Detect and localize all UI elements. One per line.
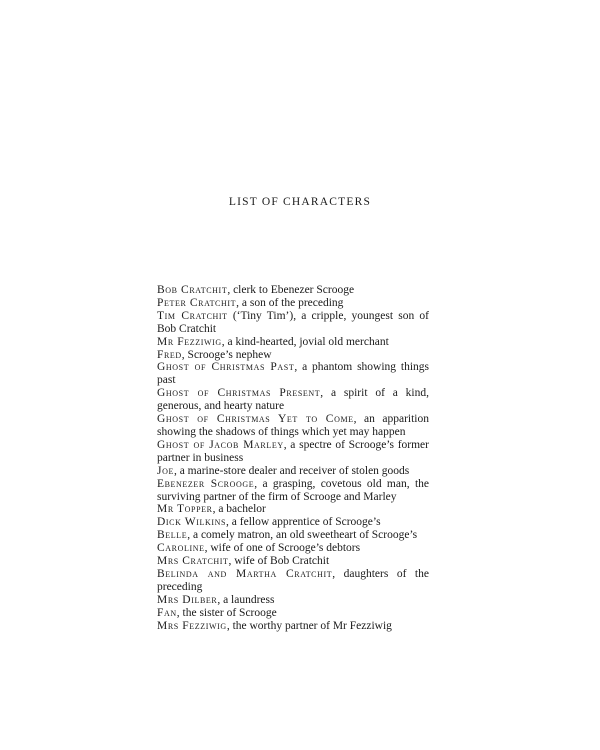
list-item — [157, 607, 429, 620]
character-name: Bob Cratchit — [157, 284, 228, 296]
character-description: , daughters of the preceding — [157, 567, 429, 593]
character-description: , a spectre of Scrooge’s former partner in business — [157, 438, 429, 464]
list-item — [157, 568, 429, 594]
character-name: Joe — [157, 464, 174, 477]
list-item — [157, 555, 429, 568]
character-list — [157, 284, 429, 632]
character-description: , an apparition showing the shadows of things which yet may happen — [157, 413, 429, 438]
list-item — [157, 465, 429, 478]
list-item — [157, 284, 429, 297]
character-description: , a phantom showing things past — [157, 361, 429, 387]
character-description: , the worthy partner of Mr Fezziwig — [226, 619, 392, 632]
character-name: Ebenezer Scrooge — [157, 477, 255, 490]
character-description: , a grasping, covetous old man, the surviving partner of the firm of Scrooge and Marley — [157, 477, 429, 503]
character-name: Peter Cratchit — [157, 296, 237, 309]
list-item — [157, 439, 429, 465]
list-item — [157, 349, 429, 362]
character-name: Mr Fezziwig — [157, 335, 222, 348]
character-description: , a comely matron, an old sweetheart of Scrooge’s — [187, 529, 418, 542]
character-description: , a spirit of a kind, generous, and hearty nature — [157, 387, 430, 413]
character-description: , wife of one of Scrooge’s debtors — [204, 542, 361, 555]
character-description: , a son of the preceding — [236, 296, 344, 309]
list-item — [157, 361, 429, 387]
character-name: Fred — [157, 348, 182, 361]
character-description: , Scrooge’s nephew — [181, 348, 272, 361]
character-description: (‘Tiny Tim’), a cripple, youngest son of Bob Cratchit — [157, 309, 429, 335]
list-item — [157, 620, 429, 633]
character-name: Mr Topper — [157, 503, 213, 516]
character-name: Dick Wilkins — [157, 516, 227, 529]
list-item — [157, 387, 429, 413]
character-name: Mrs Dilber — [157, 593, 218, 606]
character-name: Belinda and Martha Cratchit — [157, 567, 333, 580]
character-name: Fan — [157, 606, 177, 619]
character-name: Ghost of Christmas Present — [157, 387, 321, 400]
list-item — [157, 529, 429, 542]
character-description: , a laundress — [217, 593, 275, 606]
list-item — [157, 413, 429, 439]
character-name: Mrs Cratchit — [157, 555, 229, 568]
character-description: , clerk to Ebenezer Scrooge — [227, 284, 355, 296]
list-item — [157, 594, 429, 607]
list-item — [157, 516, 429, 529]
character-description: , a kind-hearted, jovial old merchant — [221, 335, 389, 348]
character-description: , a marine-store dealer and receiver of stolen goods — [173, 464, 410, 477]
character-name: Ghost of Christmas Yet to Come — [157, 413, 354, 426]
page-title: LIST OF CHARACTERS — [228, 196, 372, 208]
character-name: Mrs Fezziwig — [157, 619, 227, 632]
character-description: , a fellow apprentice of Scrooge’s — [226, 516, 381, 529]
list-item — [157, 336, 429, 349]
character-name: Belle — [157, 529, 188, 542]
list-item — [157, 478, 429, 504]
character-name: Caroline — [157, 542, 205, 555]
character-description: , wife of Bob Cratchit — [228, 555, 330, 568]
character-name: Tim Cratchit — [157, 309, 228, 322]
character-name: Ghost of Jacob Marley — [157, 438, 284, 451]
list-item — [157, 297, 429, 310]
character-description: , the sister of Scrooge — [176, 606, 277, 619]
character-name: Ghost of Christmas Past — [157, 361, 295, 374]
list-item — [157, 310, 429, 336]
character-description: , a bachelor — [212, 503, 266, 516]
list-item — [157, 503, 429, 516]
list-item — [157, 542, 429, 555]
